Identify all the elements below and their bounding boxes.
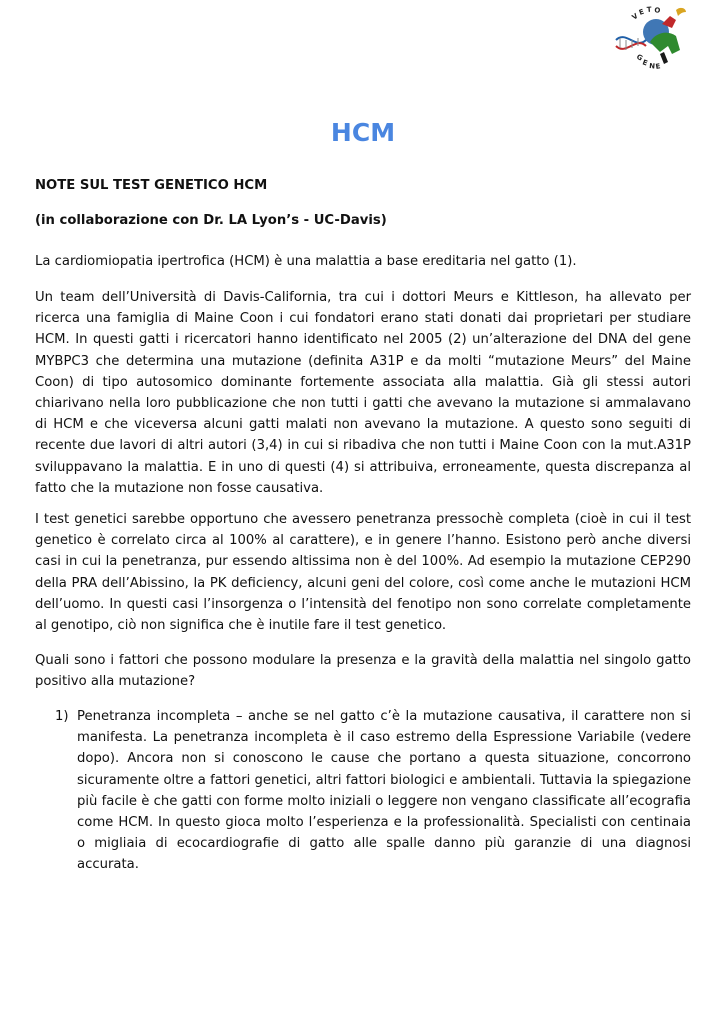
vetogene-logo-graphic	[606, 2, 690, 72]
svg-text:V: V	[630, 11, 640, 22]
paragraph-question: Quali sono i fattori che possono modulare la presenza e la gravità della malattia nel singolo gatto positivo alla mutazione?	[35, 653, 691, 690]
section-heading: NOTE SUL TEST GENETICO HCM	[35, 178, 268, 193]
list-item-number: 1)	[55, 709, 69, 724]
vetogene-logo	[606, 2, 690, 72]
paragraph-intro: La cardiomiopatia ipertrofica (HCM) è una malattia a base ereditaria nel gatto (1).	[35, 254, 577, 269]
svg-text:T: T	[646, 5, 652, 14]
svg-text:N: N	[648, 62, 656, 71]
svg-text:O: O	[653, 6, 661, 16]
paragraph-research: Un team dell’Università di Davis-California, tra cui i dottori Meurs e Kittleson, ha allevato per ricerca una famiglia di Maine Coon i cui fondatori erano stati donati dai proprietari per studiare HCM. In questi gatti i ricercatori hanno identificato nel 2005 (2) un’alterazione del DNA del gene MYBPC3 che determina una mutazione (definita A31P e da molti “mutazione Meurs” del Maine Coon) di tipo autosomico dominante fortemente associata alla malattia. Già gli stessi autori chiarivano nella loro pubblicazione che non tutti i gatti che avevano la mutazione si ammalavano di HCM e che viceversa alcuni gatti malati non avevano la mutazione. A questo sono seguiti di recente due lavori di altri autori (3,4) in cui si ribadiva che non tutti i Maine Coon con la mut.A31P sviluppavano la malattia. E in uno di questi (4) si attribuiva, erroneamente, questa discrepanza al fatto che la mutazione non fosse causativa.	[35, 290, 691, 496]
factors-list	[35, 706, 691, 876]
svg-text:E: E	[637, 7, 646, 17]
list-item	[35, 706, 691, 876]
list-item-text: Penetranza incompleta – anche se nel gatto c’è la mutazione causativa, il carattere non si manifesta. La penetranza incompleta è il caso estremo della Espressione Variabile (vedere dopo). Ancora non si conoscono le cause che portano a questa situazione, concorrono sicuramente oltre a fattori genetici, altri fattori biologici e ambientali. Tuttavia la spiegazione più facile è che gatti con forme molto iniziali o leggere non vengano classificate all’ecografia come HCM. In questo gioca molto l’esperienza e la professionalità. Specialisti con centinaia o migliaia di ecocardiografie di gatto alle spalle danno più garanzie di una diagnosi accurata.	[77, 709, 691, 873]
document-title: HCM	[330, 118, 396, 147]
svg-text:G: G	[635, 52, 644, 63]
paragraph-penetrance: I test genetici sarebbe opportuno che avessero penetranza pressochè completa (cioè in cui il test genetico è correlato circa al 100% al carattere), e in genere l’hanno. Esistono però anche diversi casi in cui la penetranza, pur essendo altissima non è del 100%. Ad esempio la mutazione CEP290 della PRA dell’Abissino, la PK deficiency, alcuni geni del colore, così come anche le mutazioni HCM dell’uomo. In questi casi l’insorgenza o l’intensità del fenotipo non sono correlate completamente al genotipo, ciò non significa che è inutile fare il test genetico.	[35, 512, 691, 634]
collaboration-heading: (in collaborazione con Dr. LA Lyon’s - UC-Davis)	[35, 213, 387, 228]
svg-text:E: E	[641, 58, 649, 68]
svg-text:E: E	[654, 62, 662, 71]
